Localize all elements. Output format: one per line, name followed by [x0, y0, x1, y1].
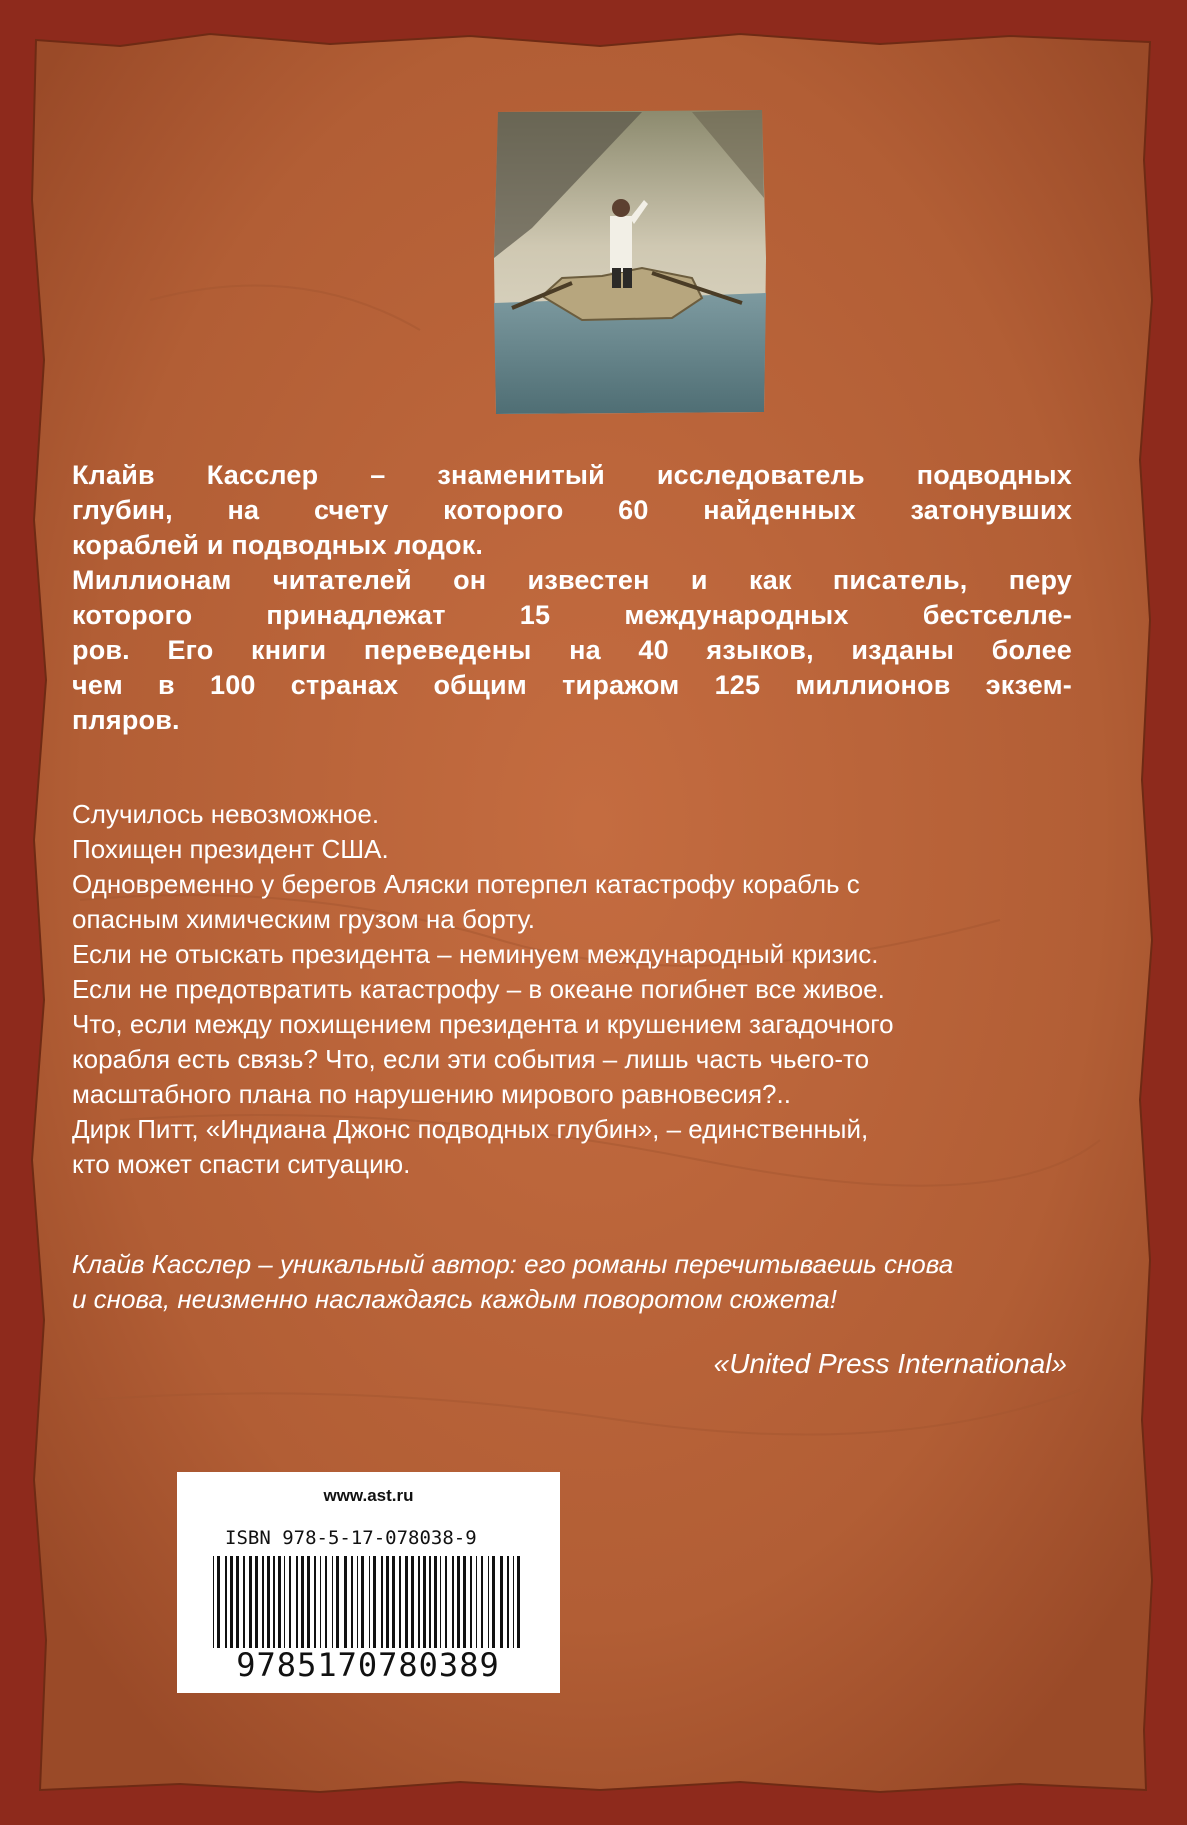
blurb-line: Похищен президент США. [72, 834, 389, 864]
review-quote [72, 1247, 1082, 1317]
barcode-bar [289, 1556, 291, 1648]
barcode-bar [369, 1556, 370, 1648]
barcode-bar [243, 1556, 245, 1648]
barcode-bar [492, 1556, 495, 1648]
bio-line: ров. Его книги переведены на 40 языков, изданы более [72, 635, 1072, 665]
barcode-bar [262, 1556, 264, 1648]
author-bio [72, 458, 1072, 738]
blurb-line: Одновременно у берегов Аляски потерпел катастрофу корабль с [72, 869, 860, 899]
barcode-bar [445, 1556, 447, 1648]
barcode-bar [411, 1556, 414, 1648]
bio-line: Миллионам читателей он известен и как писатель, перу [72, 565, 1072, 595]
barcode-bar [225, 1556, 227, 1648]
barcode-bar [470, 1556, 472, 1648]
blurb-line: Случилось невозможное. [72, 799, 380, 829]
barcode-bar [463, 1556, 466, 1648]
barcode-bar [386, 1556, 389, 1648]
barcode-bar [249, 1556, 252, 1648]
barcode-bar [381, 1556, 383, 1648]
barcode-bar [500, 1556, 503, 1648]
barcode-bar [399, 1556, 401, 1648]
barcode-bar [405, 1556, 408, 1648]
barcode-bar [513, 1556, 514, 1648]
barcode-bar [314, 1556, 316, 1648]
barcode-bar [481, 1556, 483, 1648]
barcode-bar [296, 1556, 298, 1648]
barcode-bar [434, 1556, 437, 1648]
publisher-website: www.ast.ru [323, 1486, 414, 1505]
barcode-bar [361, 1556, 364, 1648]
bio-line: Клайв Касслер – знаменитый исследователь подводных [72, 460, 1072, 490]
barcode-bar [217, 1556, 220, 1648]
bio-line: которого принадлежат 15 международных бестселле- [72, 600, 1072, 630]
barcode-bar [418, 1556, 420, 1648]
barcode-bar [357, 1556, 358, 1648]
barcode-bar [351, 1556, 353, 1648]
barcode-bar [344, 1556, 347, 1648]
blurb-line: корабля есть связь? Что, если эти события – лишь часть чьего-то [72, 1044, 870, 1074]
barcode-bar [429, 1556, 431, 1648]
barcode-bar [488, 1556, 489, 1648]
barcode-bar [284, 1556, 285, 1648]
barcode-bar [213, 1556, 214, 1648]
barcode-bar [440, 1556, 441, 1648]
barcode-box [177, 1472, 560, 1693]
blurb-line: кто может спасти ситуацию. [72, 1149, 411, 1179]
barcode-bar [267, 1556, 270, 1648]
barcode-bar [517, 1556, 520, 1648]
barcode-bar [507, 1556, 509, 1648]
barcode-bar [476, 1556, 477, 1648]
barcode-bar [273, 1556, 275, 1648]
barcode-bar [320, 1556, 321, 1648]
barcode-bars [207, 1556, 529, 1648]
barcode-bar [236, 1556, 239, 1648]
bio-line: чем в 100 странах общим тиражом 125 миллионов экзем- [72, 670, 1072, 700]
barcode-bar [230, 1556, 233, 1648]
barcode-bar [332, 1556, 333, 1648]
bio-line: глубин, на счету которого 60 найденных затонувших [72, 495, 1072, 525]
barcode-bar [423, 1556, 426, 1648]
barcode-bar [336, 1556, 339, 1648]
barcode-bar [278, 1556, 281, 1648]
barcode-bar [325, 1556, 327, 1648]
plot-blurb [72, 797, 1082, 1182]
review-source: «United Press International» [713, 1348, 1067, 1379]
barcode-bar [457, 1556, 460, 1648]
illustration-man-in-rowboat [492, 108, 768, 416]
isbn-text: ISBN 978-5-17-078038-9 [225, 1527, 477, 1549]
blurb-line: масштабного плана по нарушению мирового равновесия?.. [72, 1079, 791, 1109]
blurb-line: Что, если между похищением президента и крушением загадочного [72, 1009, 894, 1039]
bio-line: кораблей и подводных лодок. [72, 530, 484, 560]
review-line: и снова, неизменно наслаждаясь каждым поворотом сюжета! [72, 1284, 837, 1314]
barcode-bar [307, 1556, 310, 1648]
blurb-line: Если не предотвратить катастрофу – в океане погибнет все живое. [72, 974, 885, 1004]
barcode-bar [373, 1556, 376, 1648]
barcode-bar [392, 1556, 395, 1648]
barcode-bar [301, 1556, 304, 1648]
blurb-line: Дирк Питт, «Индиана Джонс подводных глубин», – единственный, [72, 1114, 869, 1144]
blurb-line: Если не отыскать президента – неминуем международный кризис. [72, 939, 879, 969]
blurb-line: опасным химическим грузом на борту. [72, 904, 536, 934]
barcode-bar [452, 1556, 454, 1648]
bio-line: пляров. [72, 705, 180, 735]
review-line: Клайв Касслер – уникальный автор: его романы перечитываешь снова [72, 1249, 954, 1279]
ean-digits: 9785170780389 [236, 1646, 500, 1684]
barcode-bar [255, 1556, 258, 1648]
